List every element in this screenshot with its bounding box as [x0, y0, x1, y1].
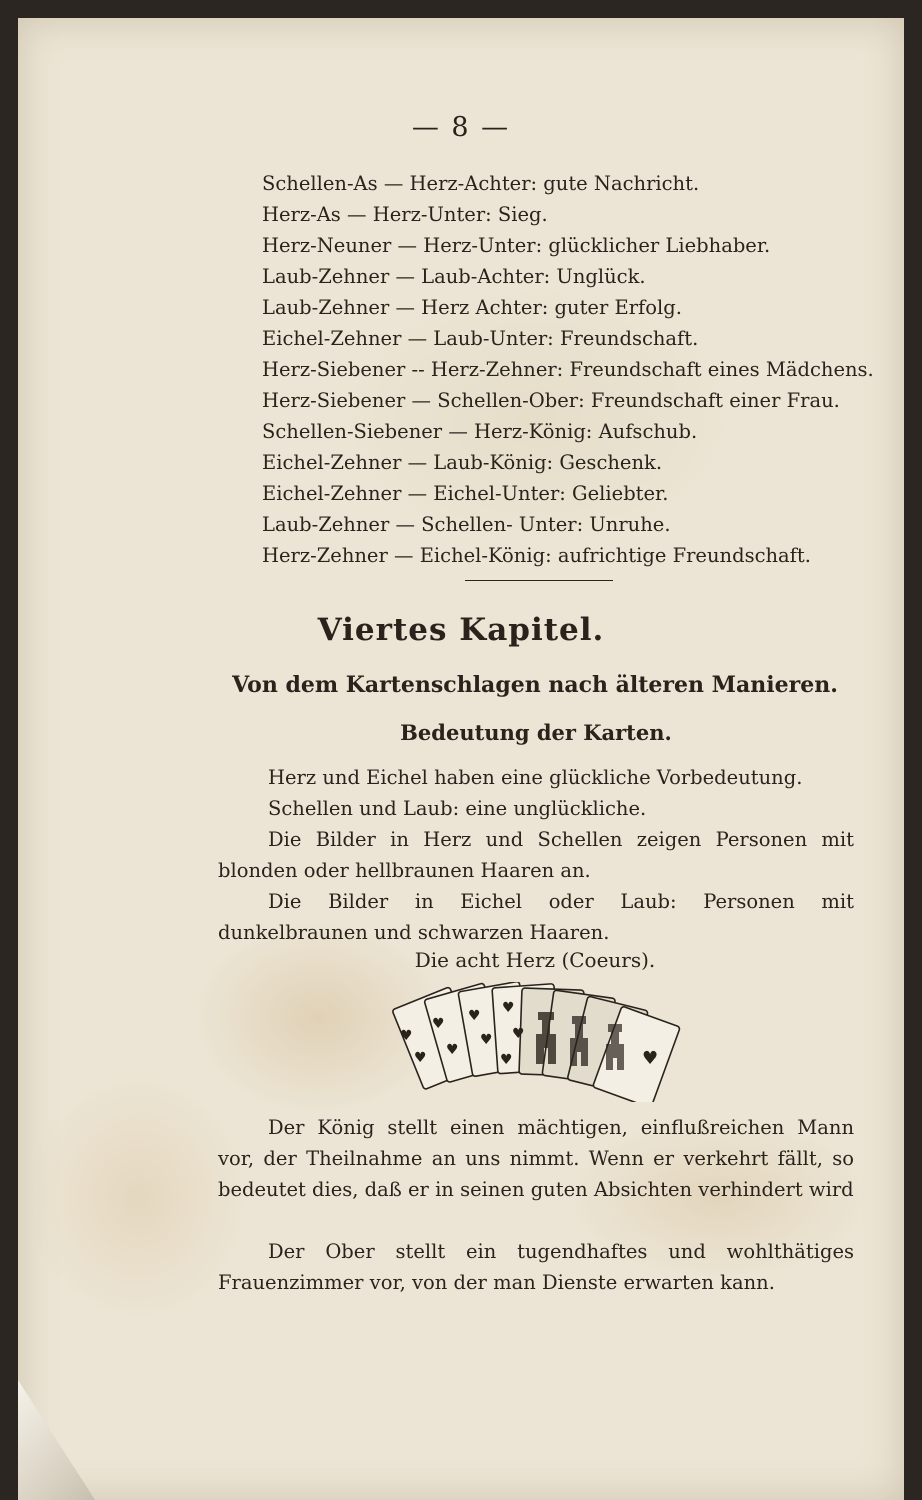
card-pair-line: Schellen-As — Herz-Achter: gute Nachricht.: [262, 172, 700, 195]
svg-text:♥: ♥: [512, 1026, 525, 1042]
card-pair-line: Herz-Zehner — Eichel-König: aufrichtige Freundschaft.: [262, 544, 811, 567]
paragraph: Schellen und Laub: eine unglückliche.: [268, 797, 647, 820]
section-title: Bedeutung der Karten.: [400, 720, 672, 745]
svg-text:♥: ♥: [500, 1052, 513, 1068]
svg-text:♥: ♥: [446, 1042, 459, 1058]
svg-text:♥: ♥: [414, 1050, 427, 1066]
card-pair-line: Laub-Zehner — Laub-Achter: Unglück.: [262, 265, 646, 288]
page-number: — 8 —: [411, 112, 511, 143]
paragraph: Die Bilder in Eichel oder Laub: Personen mit dunkelbraunen und schwarzen Haaren.: [218, 890, 854, 944]
paragraph: Der König stellt einen mächtigen, einflußreichen Mann vor, der Theilnahme an uns nimmt. Wenn er verkehrt fällt, so bedeutet dies, daß er in seinen guten Absichten verhindert wird: [218, 1116, 854, 1201]
card-pair-line: Eichel-Zehner — Laub-König: Geschenk.: [262, 451, 663, 474]
svg-text:♥: ♥: [642, 1048, 659, 1069]
svg-text:♥: ♥: [468, 1008, 481, 1024]
fan-of-eight-heart-cards-icon: [370, 982, 690, 1102]
card-pair-line: Schellen-Siebener — Herz-König: Aufschub.: [262, 420, 698, 443]
chapter-title: Viertes Kapitel.: [317, 612, 605, 648]
card-pair-list: [262, 168, 872, 571]
card-pair-line: Laub-Zehner — Schellen- Unter: Unruhe.: [262, 513, 671, 536]
svg-text:♥: ♥: [502, 1000, 515, 1016]
paragraph: Der Ober stellt ein tugendhaftes und wohlthätiges Frauenzimmer vor, von der man Dienste erwarten kann.: [218, 1240, 854, 1294]
card-pair-line: Laub-Zehner — Herz Achter: guter Erfolg.: [262, 296, 682, 319]
chapter-subtitle: Von dem Kartenschlagen nach älteren Manieren.: [232, 672, 838, 698]
figure-caption: Die acht Herz (Coeurs).: [414, 948, 656, 972]
paragraph: Herz und Eichel haben eine glückliche Vorbedeutung.: [268, 766, 803, 789]
svg-text:♥: ♥: [400, 1028, 413, 1044]
card-pair-line: Eichel-Zehner — Laub-Unter: Freundschaft.: [262, 327, 699, 350]
card-pair-line: Herz-Siebener — Schellen-Ober: Freundschaft einer Frau.: [262, 389, 840, 412]
section-divider: [465, 580, 613, 581]
card-pair-line: Eichel-Zehner — Eichel-Unter: Geliebter.: [262, 482, 669, 505]
paragraph: Die Bilder in Herz und Schellen zeigen Personen mit blonden oder hellbraunen Haaren an.: [218, 828, 854, 882]
card-pair-line: Herz-As — Herz-Unter: Sieg.: [262, 203, 548, 226]
card-pair-line: Herz-Neuner — Herz-Unter: glücklicher Liebhaber.: [262, 234, 771, 257]
svg-text:♥: ♥: [480, 1032, 493, 1048]
svg-text:♥: ♥: [432, 1016, 445, 1032]
card-pair-line: Herz-Siebener -- Herz-Zehner: Freundschaft eines Mädchens.: [262, 358, 874, 381]
